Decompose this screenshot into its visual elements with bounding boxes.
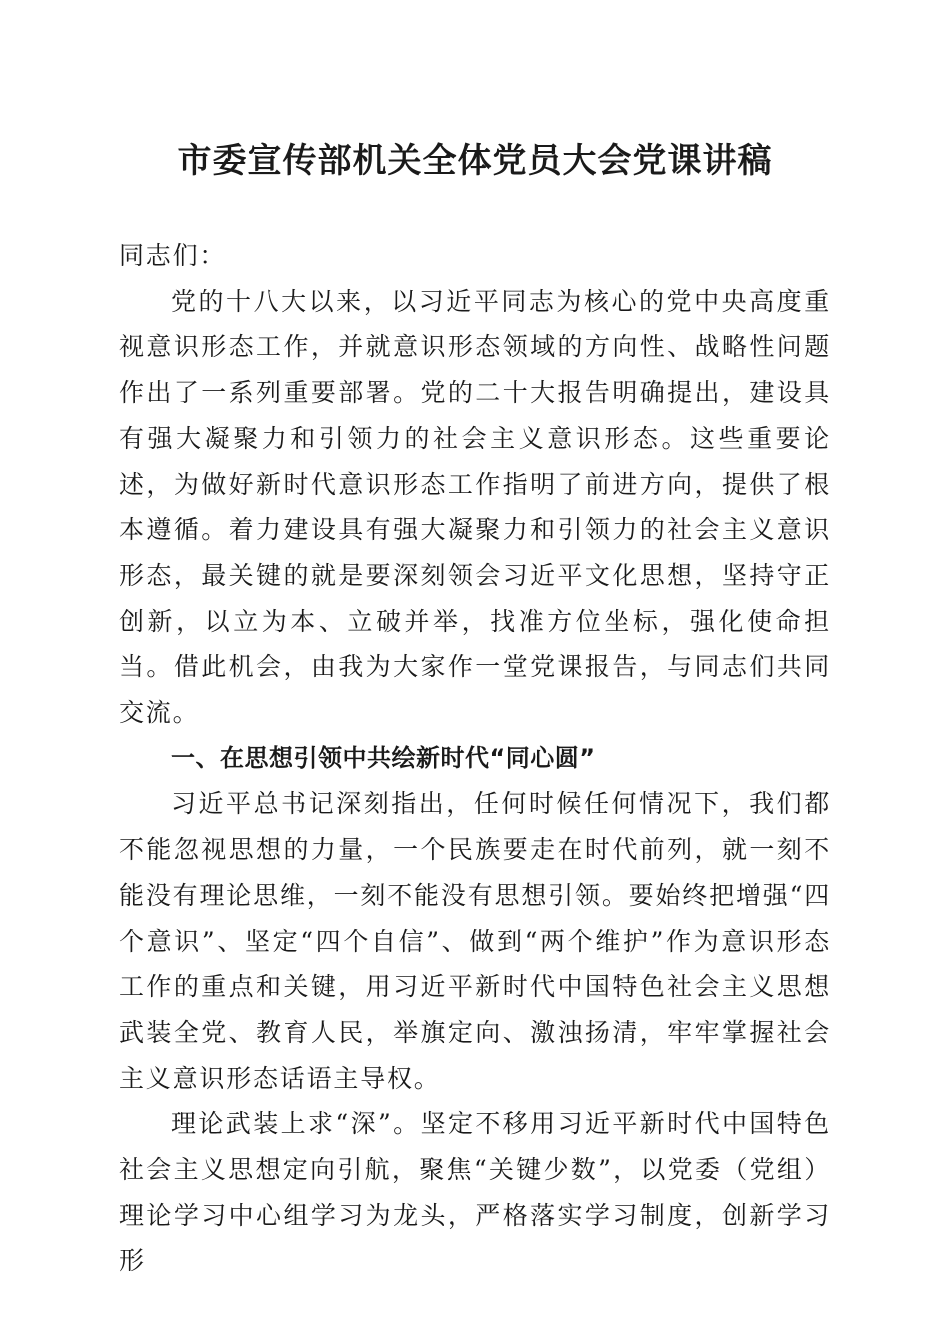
document-body — [119, 233, 831, 1284]
section-1-heading: 一、在思想引领中共绘新时代“同心圆” — [171, 743, 596, 772]
document-title: 市委宣传部机关全体党员大会党课讲稿 — [177, 141, 773, 181]
intro-paragraph: 党的十八大以来，以习近平同志为核心的党中央高度重视意识形态工作，并就意识形态领域的方向性、战略性问题作出了一系列重要部署。党的二十大报告明确提出，建设具有强大凝聚力和引领力的社会主义意识形态。这些重要论述，为做好新时代意识形态工作指明了前进方向，提供了根本遵循。着力建设具有强大凝聚力和引领力的社会主义意识形态，最关键的就是要深刻领会习近平文化思想，坚持守正创新，以立为本、立破并举，找准方位坐标，强化使命担当。借此机会，由我为大家作一堂党课报告，与同志们共同交流。 — [119, 286, 831, 728]
section-1-paragraph-2: 理论武装上求“深”。坚定不移用习近平新时代中国特色社会主义思想定向引航，聚焦“关键少数”，以党委（党组）理论学习中心组学习为龙头，严格落实学习制度，创新学习形 — [119, 1109, 831, 1276]
salutation: 同志们： — [119, 241, 227, 270]
section-1-paragraph-1: 习近平总书记深刻指出，任何时候任何情况下，我们都不能忽视思想的力量，一个民族要走在时代前列，就一刻不能没有理论思维，一刻不能没有思想引领。要始终把增强“四个意识”、坚定“四个自信”、做到“两个维护”作为意识形态工作的重点和关键，用习近平新时代中国特色社会主义思想武装全党、教育人民，举旗定向、激浊扬清，牢牢掌握社会主义意识形态话语主导权。 — [119, 789, 831, 1093]
